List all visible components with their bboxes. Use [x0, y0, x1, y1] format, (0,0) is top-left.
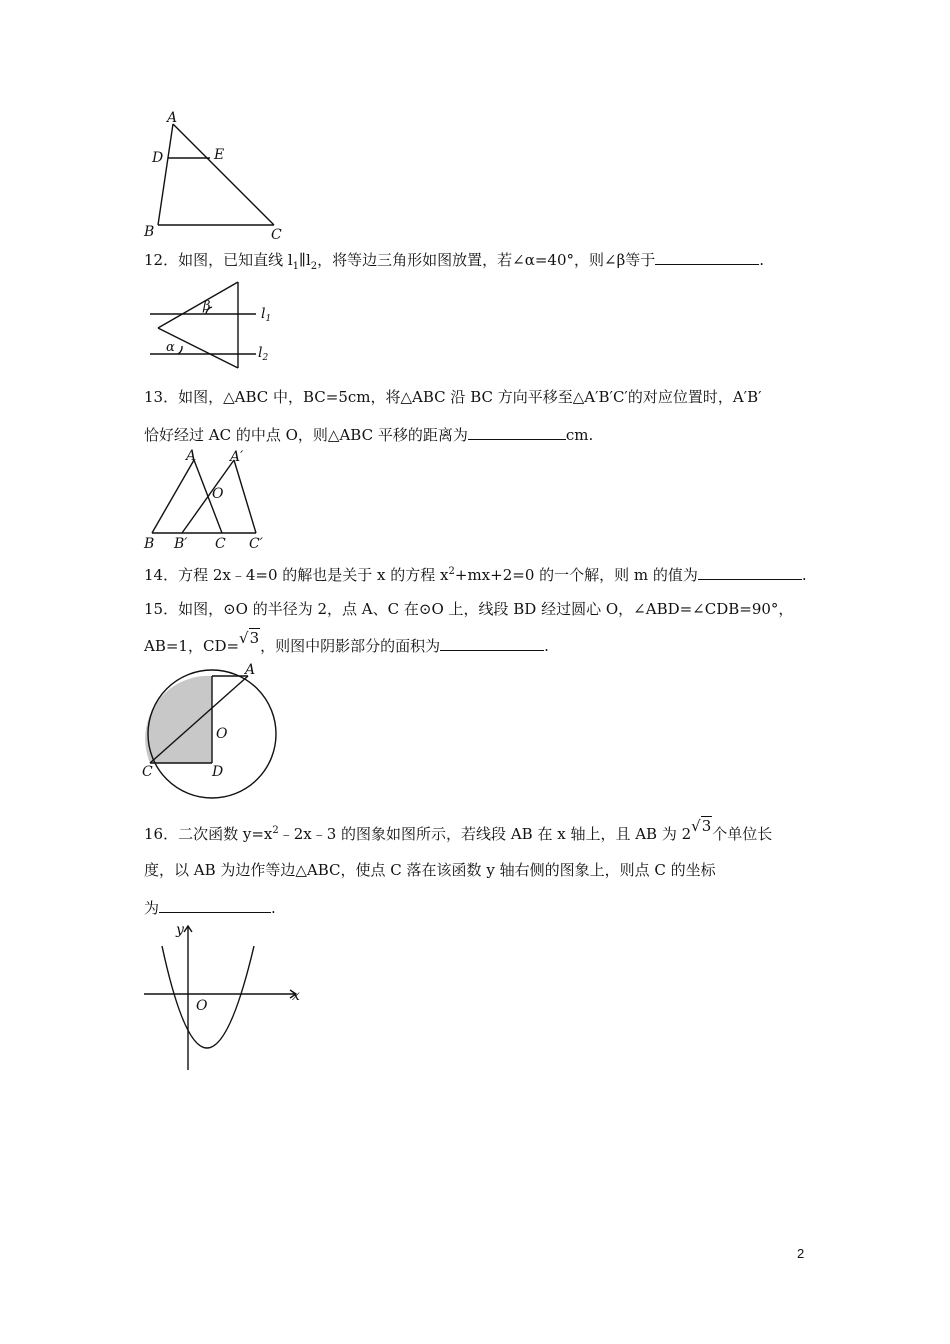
label-o: O — [212, 486, 224, 502]
figure-translation — [140, 448, 272, 552]
q16-line1mid: ﹣2x﹣3 的图象如图所示，若线段 AB 在 x 轴上，且 AB 为 2 — [278, 825, 692, 843]
question-12 — [144, 250, 764, 277]
question-16-line3 — [144, 898, 276, 918]
label-b: B — [144, 224, 155, 240]
label-l1: $l_1$ — [261, 306, 272, 324]
q14-end: . — [801, 566, 807, 584]
sqrt-3: √3 — [691, 817, 712, 835]
answer-blank-15[interactable] — [440, 636, 544, 651]
question-13-line2 — [144, 425, 593, 445]
label-b-prime: B′ — [174, 536, 188, 552]
figure-triangle-de — [140, 108, 290, 240]
q12-end: . — [759, 251, 765, 269]
label-alpha: α — [166, 340, 175, 355]
q14-pre: 14．方程 2x﹣4=0 的解也是关于 x 的方程 x — [144, 566, 449, 584]
question-16-line1 — [144, 817, 773, 844]
label-y: y — [176, 922, 184, 938]
q14-sup: 2 — [448, 566, 455, 577]
q13-line2pre: 恰好经过 AC 的中点 O，则△ABC 平移的距离为 — [144, 426, 468, 444]
q16-line2: 度，以 AB 为边作等边△ABC，使点 C 落在该函数 y 轴右侧的图象上，则点 C 的坐标 — [144, 861, 716, 879]
page-number: 2 — [797, 1246, 805, 1261]
label-l2: $l_2$ — [258, 345, 269, 363]
q16-sup: 2 — [272, 825, 279, 836]
question-15-line1 — [144, 599, 793, 619]
q16-line1pre: 16．二次函数 y=x — [144, 825, 273, 843]
answer-blank-16[interactable] — [159, 898, 271, 913]
q15-line2post: ，则图中阴影部分的面积为 — [260, 637, 441, 655]
answer-blank-12[interactable] — [655, 250, 759, 265]
question-16-line2 — [144, 860, 716, 880]
label-o: O — [216, 726, 228, 742]
q12-mid: ∥l — [299, 251, 311, 269]
label-a: A — [245, 662, 256, 678]
q13-line1: 13．如图，△ABC 中，BC=5cm，将△ABC 沿 BC 方向平移至△A′B′C′的对应位置时，A′B′ — [144, 388, 762, 406]
q12-pre: 12．如图，已知直线 l — [144, 251, 293, 269]
figure-parabola — [140, 920, 308, 1074]
q13-line2post: cm. — [565, 426, 594, 444]
answer-blank-14[interactable] — [698, 565, 802, 580]
label-c: C — [271, 227, 282, 240]
q14-post: +mx+2=0 的一个解，则 m 的值为 — [454, 566, 698, 584]
label-a-prime: A′ — [230, 449, 244, 465]
sqrt-3: √3 — [239, 629, 260, 647]
label-c-prime: C′ — [249, 536, 263, 552]
question-15-line2 — [144, 629, 549, 656]
q16-line1post: 个单位长 — [712, 825, 773, 843]
figure-parallel-lines — [140, 276, 280, 374]
label-o: O — [196, 998, 208, 1014]
q12-post: ，将等边三角形如图放置，若∠α=40°，则∠β等于 — [317, 251, 656, 269]
q12-sub1: 1 — [292, 261, 300, 272]
q16-end: . — [271, 899, 276, 917]
label-d: D — [212, 764, 224, 780]
label-b: B — [144, 536, 155, 552]
figure-circle-shaded — [140, 660, 280, 800]
question-14 — [144, 562, 807, 585]
label-a: A — [186, 448, 197, 464]
q12-sub2: 2 — [310, 261, 318, 272]
label-d: D — [152, 150, 164, 166]
q15-line2pre: AB=1，CD= — [144, 637, 240, 655]
question-13-line1 — [144, 387, 762, 407]
q15-end: . — [544, 637, 549, 655]
q16-line3pre: 为 — [144, 899, 160, 917]
q15-line1: 15．如图，⊙O 的半径为 2，点 A、C 在⊙O 上，线段 BD 经过圆心 O，∠ABD=∠CDB=90°， — [144, 600, 794, 618]
label-c: C — [215, 536, 226, 552]
answer-blank-13[interactable] — [468, 425, 566, 440]
label-e: E — [214, 147, 225, 163]
label-c: C — [142, 764, 153, 780]
label-a: A — [167, 110, 178, 126]
label-beta: β — [203, 299, 211, 314]
label-x: x — [292, 988, 300, 1004]
